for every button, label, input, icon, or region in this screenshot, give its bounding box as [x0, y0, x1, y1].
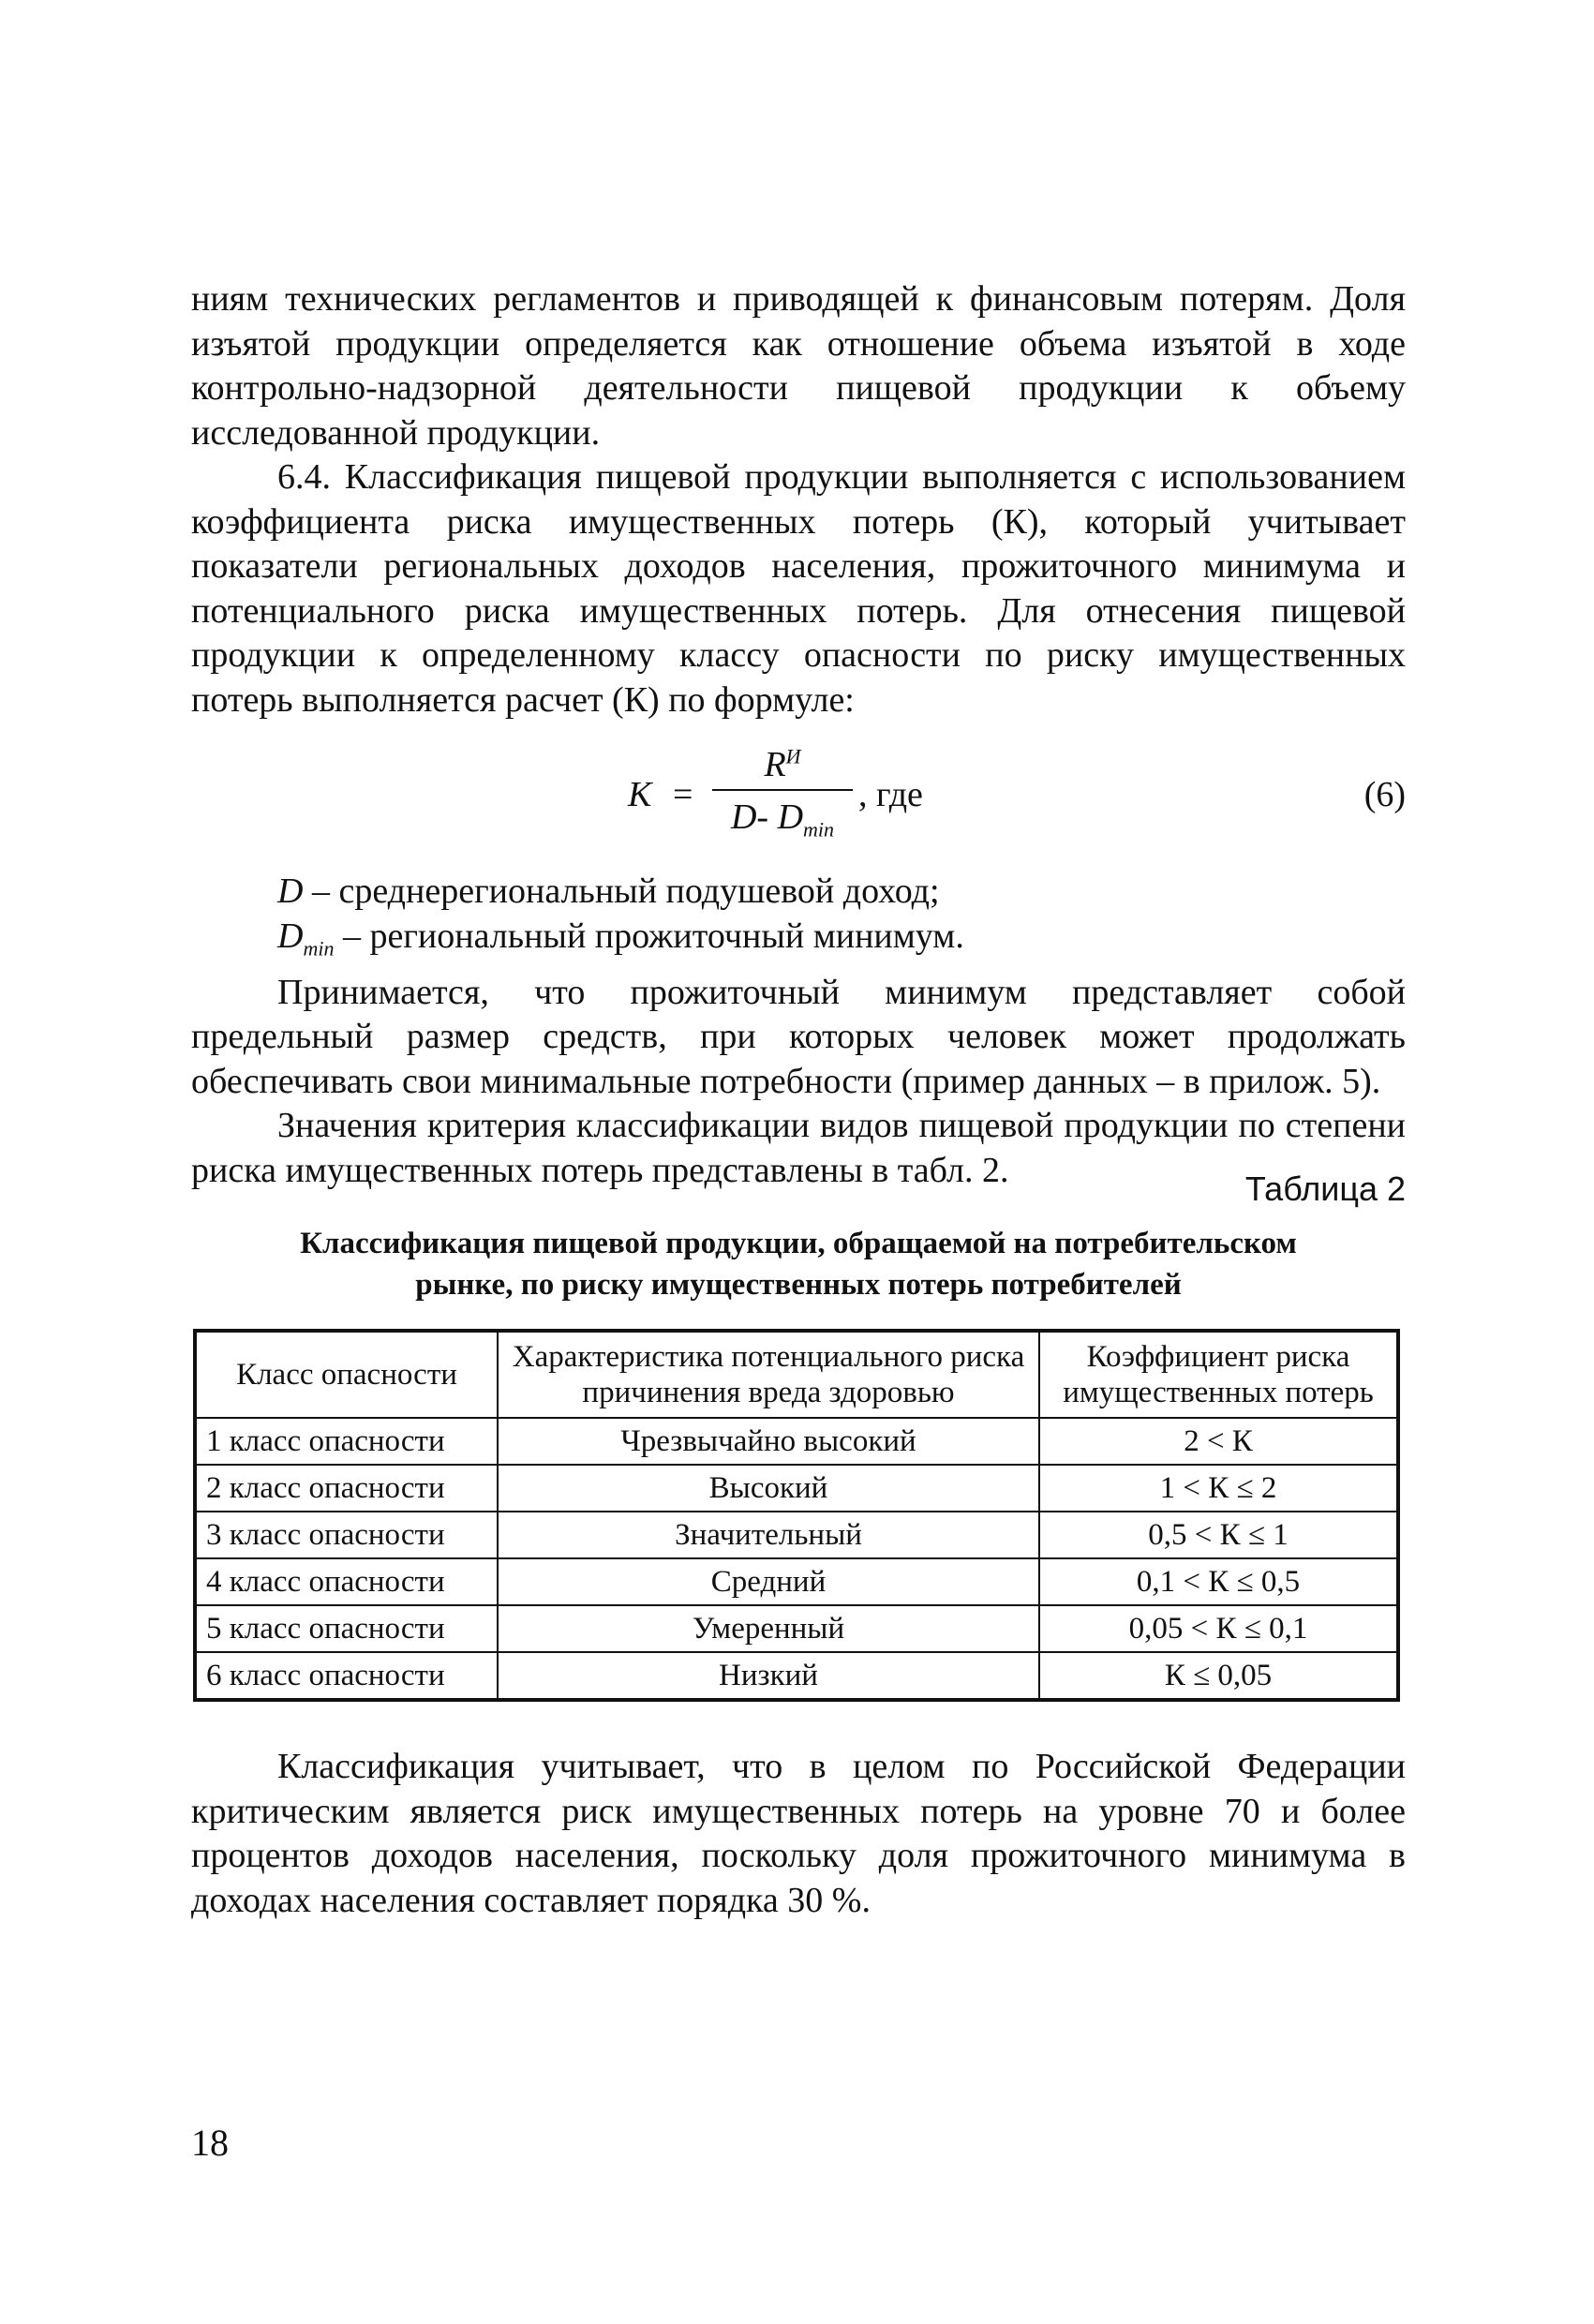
- cell-class: 2 класс опасности: [195, 1465, 498, 1512]
- definition-d-symbol: D: [277, 872, 304, 911]
- definition-d: [191, 870, 1406, 915]
- cell-coef: К ≤ 0,05: [1039, 1652, 1398, 1700]
- table-caption-line-1: Классификация пищевой продукции, обращаемой на потребительском: [300, 1227, 1297, 1260]
- formula-equals: =: [673, 775, 693, 814]
- risk-table-wrapper: [193, 1329, 1400, 1702]
- page-number: 18: [191, 2122, 229, 2164]
- risk-classification-table: [193, 1329, 1400, 1702]
- numerator-symbol: R: [764, 745, 786, 784]
- formula-6: [628, 744, 1406, 857]
- denominator-symbol: D- D: [730, 797, 804, 837]
- paragraph-conclusion: Классификация учитывает, что в целом по Российской Федерации критическим является риск имущественных потерь на уровне 70 и более процентов доходов населения, поскольку доля прожиточного минимума в доходах населения составляет порядка 30 %.: [191, 1747, 1406, 1920]
- cell-risk: Низкий: [498, 1652, 1039, 1700]
- table-row: [195, 1512, 1398, 1558]
- header-coef: Коэффициент риска имущественных потерь: [1039, 1331, 1398, 1418]
- definition-dmin: [191, 915, 1406, 971]
- cell-coef: 1 < К ≤ 2: [1039, 1465, 1398, 1512]
- cell-risk: Умеренный: [498, 1605, 1039, 1652]
- numerator-superscript: И: [785, 744, 801, 768]
- cell-class: 4 класс опасности: [195, 1558, 498, 1605]
- header-risk: Характеристика потенциального риска причинения вреда здоровью: [498, 1331, 1039, 1418]
- paragraph-6-4: 6.4. Классификация пищевой продукции выполняется с использованием коэффициента риска имущественных потерь (К), который учитывает показатели региональных доходов населения, прожиточного минимума и потенциального риска имущественных потерь. Для отнесения пищевой продукции к определенному классу опасности по риску имущественных потерь выполняется расчет (К) по формуле:: [191, 457, 1406, 720]
- denominator-subscript: min: [803, 817, 835, 842]
- cell-risk: Чрезвычайно высокий: [498, 1418, 1039, 1465]
- definition-dmin-text: – региональный прожиточный минимум.: [334, 916, 964, 956]
- bottom-text: [191, 1745, 1406, 1923]
- table-label: Таблица 2: [1244, 1169, 1406, 1208]
- middle-text: [191, 870, 1406, 1193]
- cell-risk: Средний: [498, 1558, 1039, 1605]
- cell-coef: 0,1 < К ≤ 0,5: [1039, 1558, 1398, 1605]
- cell-coef: 2 < К: [1039, 1418, 1398, 1465]
- formula-where: , где: [858, 775, 923, 814]
- cell-coef: 0,5 < К ≤ 1: [1039, 1512, 1398, 1558]
- cell-risk: Высокий: [498, 1465, 1039, 1512]
- cell-class: 5 класс опасности: [195, 1605, 498, 1652]
- table-header-row: [195, 1331, 1398, 1418]
- cell-class: 3 класс опасности: [195, 1512, 498, 1558]
- definition-dmin-symbol: D: [277, 916, 304, 956]
- paragraph-table-ref: Значения критерия классификации видов пищевой продукции по степени риска имущественных потерь представлены в табл. 2.: [191, 1106, 1406, 1190]
- cell-class: 1 класс опасности: [195, 1418, 498, 1465]
- formula-number: (6): [1363, 775, 1406, 814]
- paragraph-minimum: Принимается, что прожиточный минимум представляет собой предельный размер средств, при которых человек может продолжать обеспечивать свои минимальные потребности (пример данных – в прилож. 5).: [191, 972, 1406, 1101]
- fraction-bar: [712, 789, 853, 791]
- cell-class: 6 класс опасности: [195, 1652, 498, 1700]
- table-row: [195, 1605, 1398, 1652]
- table-row: [195, 1652, 1398, 1700]
- formula-numerator: [712, 744, 853, 789]
- table-caption-line-2: рынке, по риску имущественных потерь потребителей: [415, 1268, 1182, 1302]
- table-caption: [191, 1223, 1406, 1305]
- table-row: [195, 1558, 1398, 1605]
- header-class: Класс опасности: [195, 1331, 498, 1418]
- formula-denominator: [712, 797, 853, 842]
- formula-fraction: [712, 744, 853, 842]
- paragraph-continuation: ниям технических регламентов и приводящей к финансовым потерям. Доля изъятой продукции определяется как отношение объема изъятой в ходе контрольно-надзорной деятельности пищевой продукции к объему исследованной продукции.: [191, 279, 1406, 453]
- top-text: [191, 277, 1406, 723]
- definition-dmin-subscript: min: [303, 936, 335, 961]
- cell-risk: Значительный: [498, 1512, 1039, 1558]
- table-row: [195, 1418, 1398, 1465]
- cell-coef: 0,05 < К ≤ 0,1: [1039, 1605, 1398, 1652]
- table-row: [195, 1465, 1398, 1512]
- formula-lhs: К: [628, 775, 652, 814]
- definition-d-text: – среднерегиональный подушевой доход;: [303, 872, 940, 911]
